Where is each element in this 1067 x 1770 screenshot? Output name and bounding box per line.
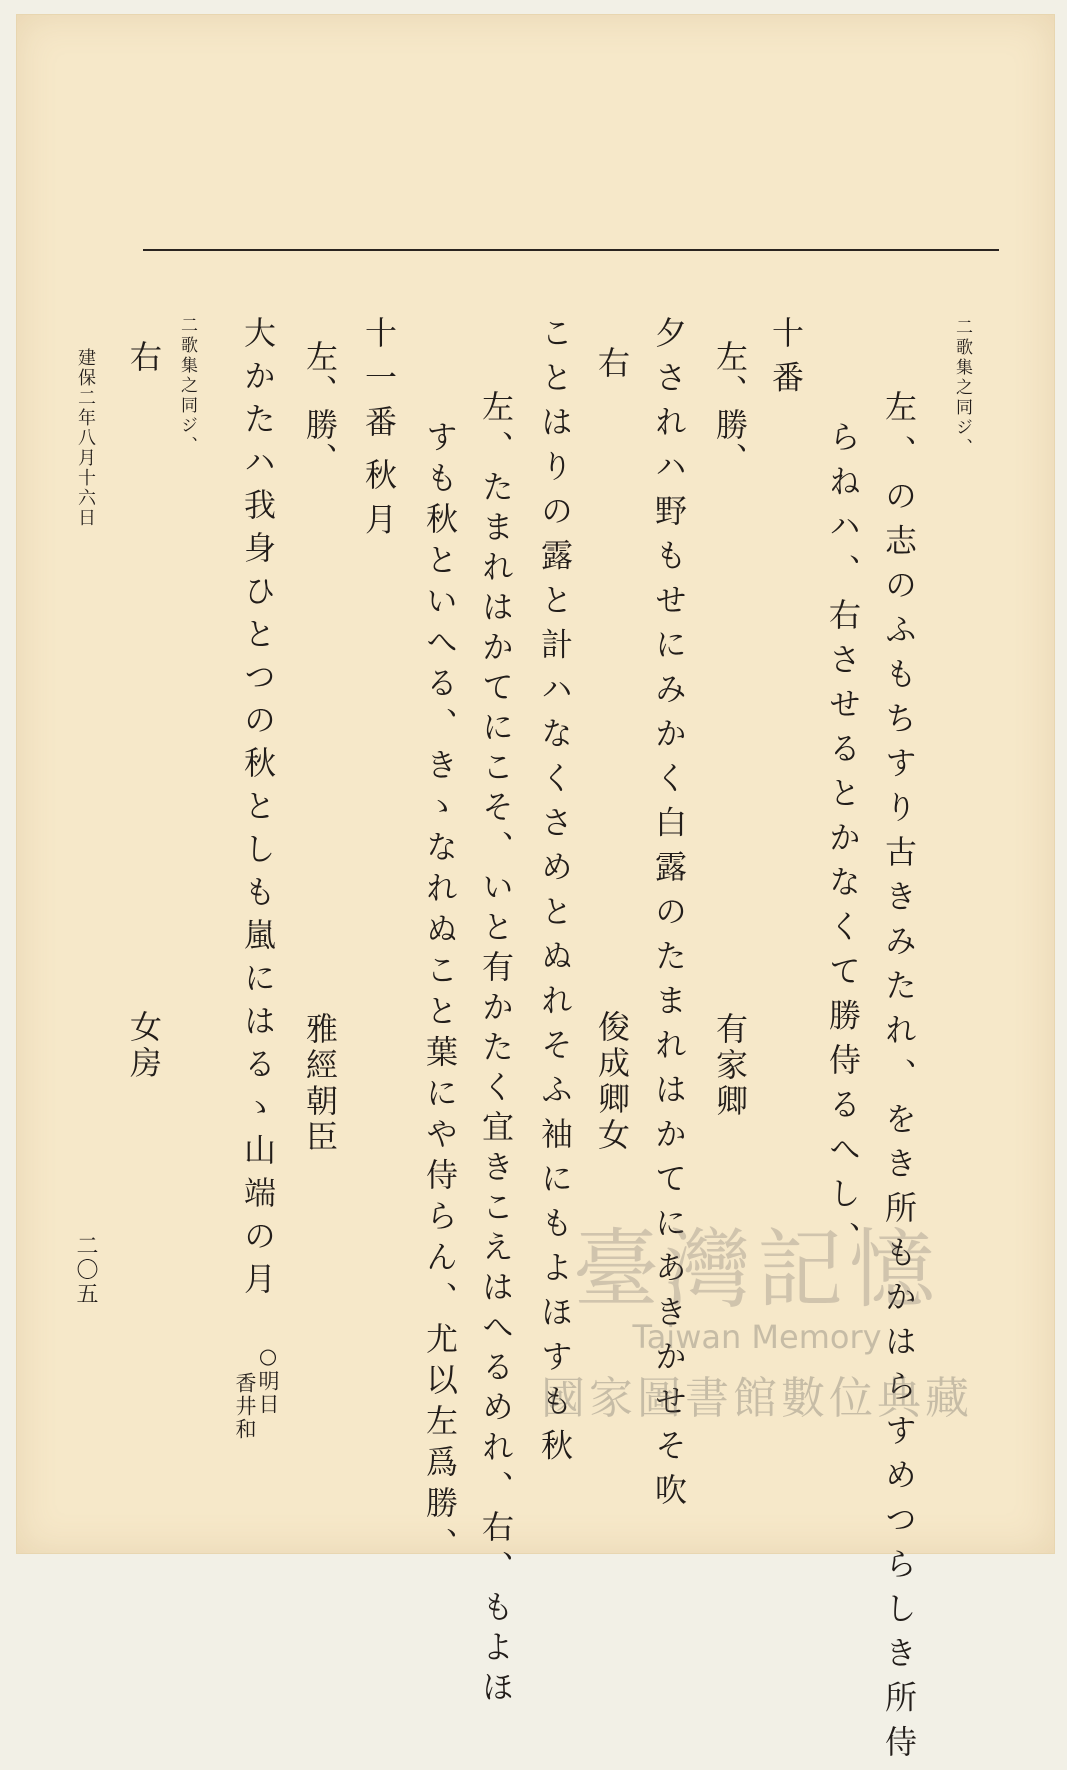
left-side-label: 左、勝、 xyxy=(711,340,749,476)
colophon-date: 建保二年八月十六日 xyxy=(75,348,96,528)
watermark-logo: 臺灣記憶 xyxy=(573,1220,941,1320)
poet-name: 雅經朝臣 xyxy=(301,1012,339,1156)
round-topic: 秋月 xyxy=(360,458,398,547)
poet-name: 女房 xyxy=(125,1010,163,1082)
judgment-line-2: らねハ、右させるとかなくて勝侍るへし、 xyxy=(824,420,862,1266)
watermark-english: Taiwan Memory xyxy=(632,1318,882,1356)
round-eleven-heading: 十一番 xyxy=(360,316,398,450)
right-side-label: 右 xyxy=(593,346,631,391)
poem-source-note: ○明日 xyxy=(256,1344,280,1416)
annotation-source-note: 二歌集之同ジ、 xyxy=(177,316,197,456)
page-number: 二〇五 xyxy=(73,1234,98,1306)
poet-name: 有家卿 xyxy=(711,1012,749,1120)
poet-name: 俊成卿女 xyxy=(593,1010,631,1154)
annotation-source-note: 二歌集之同ジ、 xyxy=(952,318,972,458)
judgment-line-1: 左、たまれはかてにこそ、いと有かたく宜きこえはへるめれ、右、もよほ xyxy=(477,390,515,1710)
poem-line: 大かたハ我身ひとつの秋としも嵐にはるゝ山端の月 xyxy=(239,316,277,1305)
right-side-label: 右 xyxy=(125,340,163,385)
round-ten-heading: 十番 xyxy=(767,316,805,405)
judgment-line-1: 左、の志のふもちすり古きみたれ、をき所もかはらすめつらしき所侍 xyxy=(880,390,918,1770)
poem-line: ことはりの露と計ハなくさめとぬれそふ袖にもよほすも秋 xyxy=(536,316,574,1473)
left-side-label: 左、勝、 xyxy=(301,340,339,476)
judgment-line-2: すも秋といへる、きゝなれぬこと葉にや侍らん、尤以左爲勝、 xyxy=(421,420,459,1568)
watermark-chinese: 國家圖書館數位典藏 xyxy=(541,1373,973,1424)
poem-line: 夕されハ野もせにみかく白露のたまれはかてにあきかせそ吹 xyxy=(650,316,688,1518)
watermark xyxy=(507,1200,1007,1430)
header-rule xyxy=(143,249,999,251)
poem-source-note: 香井和 xyxy=(233,1372,257,1441)
